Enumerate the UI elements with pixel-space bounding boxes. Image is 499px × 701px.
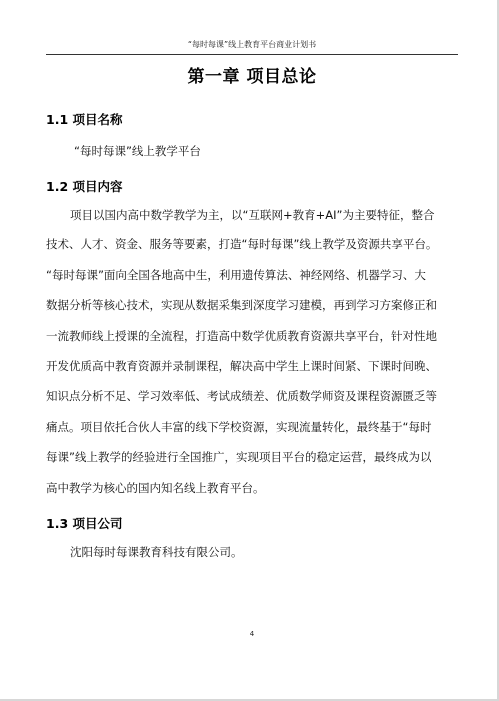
content-line-6: 开发优质高中教育资源并录制课程，解决高中学生上课时间紧、下课时间晚、: [46, 359, 437, 373]
company-name-text: 沈阳每时每课教育科技有限公司。: [70, 545, 243, 559]
project-name-text: “每时每课”线上教学平台: [74, 144, 201, 158]
content-line-9: 每课”线上教学的经验进行全国推广，实现项目平台的稳定运营，最终成为以: [46, 450, 432, 464]
chapter-title: 第一章 项目总论: [187, 67, 317, 87]
content-line-1: 项目以国内高中数学教学为主，以“互联网+教育+AI”为主要特征，整合: [70, 208, 435, 222]
page-number: 4: [249, 630, 255, 638]
content-line-5: 一流教师线上授课的全流程，打造高中数学优质教育资源共享平台，针对性地: [46, 329, 437, 343]
content-line-2: 技术、人才、资金、服务等要素，打造“每时每课”线上教学及资源共享平台。: [46, 237, 438, 251]
content-line-10: 高中教学为核心的国内知名线上教育平台。: [46, 481, 265, 495]
content-line-3: “每时每课”面向全国各地高中生，利用遗传算法、神经网络、机器学习、大: [46, 268, 426, 282]
content-line-7: 知识点分析不足、学习效率低、考试成绩差、优质数学师资及课程资源匮乏等: [46, 389, 437, 403]
running-header: “每时每课”线上教育平台商业计划书: [187, 40, 317, 49]
section-heading-project-name: 1.1 项目名称: [46, 112, 123, 127]
content-line-4: 数据分析等核心技术，实现从数据采集到深度学习建模，再到学习方案修正和: [46, 298, 437, 312]
section-heading-project-company: 1.3 项目公司: [46, 516, 123, 531]
content-line-8: 痛点。项目依托合伙人丰富的线下学校资源，实现流量转化，最终基于“每时: [46, 420, 432, 434]
header-rule: [46, 54, 458, 55]
section-heading-project-content: 1.2 项目内容: [46, 179, 123, 194]
